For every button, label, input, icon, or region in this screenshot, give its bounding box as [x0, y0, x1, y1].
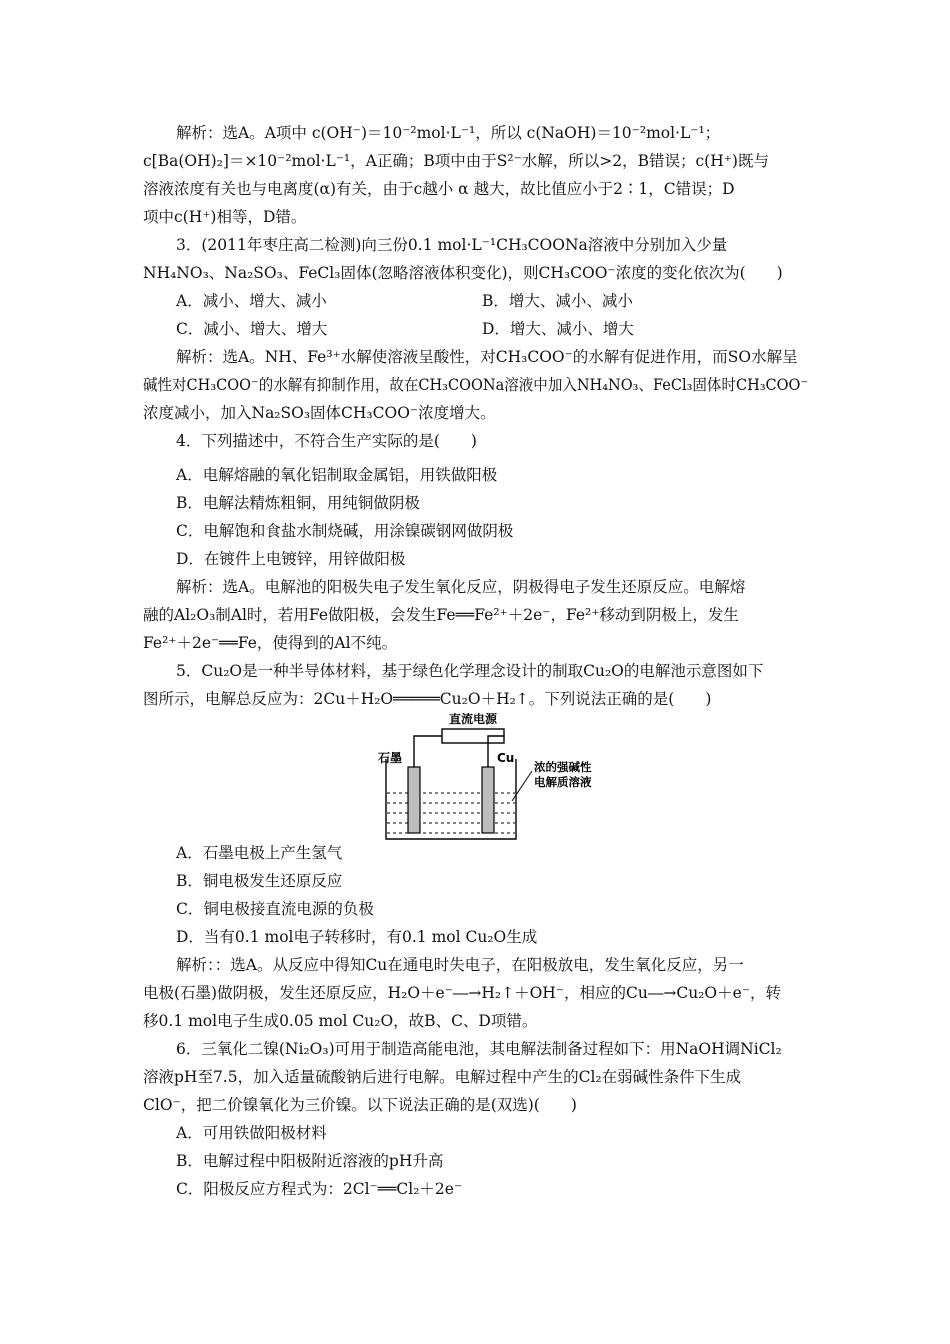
q6-option-a: A．可用铁做阳极材料	[176, 1124, 327, 1142]
graphite-label: 石墨	[378, 751, 403, 765]
q3-analysis-line-3: 浓度减小，加入Na₂SO₃固体CH₃COO⁻浓度增大。	[143, 404, 496, 422]
q5-option-b: B．铜电极发生还原反应	[176, 872, 343, 890]
q4-analysis-line-1: 解析：选A。电解池的阳极失电子发生氧化反应，阴极得电子发生还原反应。电解熔	[176, 578, 746, 596]
q6-stem-line-2: 溶液pH至7.5，加入适量硫酸钠后进行电解。电解过程中产生的Cl₂在弱碱性条件下生成	[143, 1068, 742, 1086]
q3-stem-line-1: 3．(2011年枣庄高二检测)向三份0.1 mol·L⁻¹CH₃COONa溶液中分别加入少量	[176, 236, 728, 254]
q4-option-b: B．电解法精炼粗铜，用纯铜做阴极	[176, 494, 420, 512]
power-source-label: 直流电源	[448, 713, 498, 726]
solution-label-1: 浓的强碱性	[534, 760, 592, 774]
q6-stem-line-3: ClO⁻，把二价镍氧化为三价镍。以下说法正确的是(双选)( )	[143, 1096, 577, 1114]
electrolysis-diagram	[376, 713, 616, 845]
q5-option-d: D．当有0.1 mol电子转移时，有0.1 mol Cu₂O生成	[176, 928, 538, 946]
q2-analysis-line-4: 项中c(H⁺)相等，D错。	[143, 208, 307, 226]
solution-pointer	[512, 771, 532, 801]
q5-stem-line-1: 5．Cu₂O是一种半导体材料，基于绿色化学理念设计的制取Cu₂O的电解池示意图如下	[176, 662, 764, 680]
q6-stem-line-1: 6．三氧化二镍(Ni₂O₃)可用于制造高能电池，其电解法制备过程如下：用NaOH调NiCl₂	[176, 1040, 782, 1058]
q5-stem-line-2: 图所示，电解总反应为：2Cu＋H₂O═════Cu₂O＋H₂↑。下列说法正确的是( )	[143, 690, 712, 708]
q2-analysis-line-2: c[Ba(OH)₂]＝×10⁻²mol·L⁻¹，A正确；B项中由于S²⁻水解，所以>2，B错误；c(H⁺)既与	[143, 152, 769, 170]
q6-option-c: C．阳极反应方程式为：2Cl⁻══Cl₂＋2e⁻	[176, 1180, 463, 1198]
q4-stem: 4．下列描述中，不符合生产实际的是( )	[176, 432, 477, 450]
solution-label-2: 电解质溶液	[534, 775, 592, 789]
q2-analysis-line-3: 溶液浓度有关也与电离度(α)有关，由于c越小 α 越大，故比值应小于2∶1，C错误；D	[143, 180, 735, 198]
q4-option-d: D．在镀件上电镀锌，用锌做阳极	[176, 550, 406, 568]
electrolyte-solution	[387, 793, 515, 833]
copper-electrode	[482, 767, 494, 833]
graphite-electrode	[408, 767, 420, 833]
q3-option-d: D．增大、减小、增大	[482, 320, 634, 338]
q5-analysis-line-3: 移0.1 mol电子生成0.05 mol Cu₂O，故B、C、D项错。	[143, 1012, 538, 1030]
copper-label: Cu	[497, 751, 515, 765]
q5-analysis-line-2: 电极(石墨)做阴极，发生还原反应，H₂O＋e⁻―→H₂↑＋OH⁻，相应的Cu―→Cu₂O＋e⁻，转	[143, 984, 781, 1002]
q3-option-b: B．增大、减小、减小	[482, 292, 633, 310]
q2-analysis-line-1: 解析：选A。A项中 c(OH⁻)＝10⁻²mol·L⁻¹，所以 c(NaOH)＝10⁻²mol·L⁻¹；	[176, 124, 721, 142]
q3-analysis-line-2: 碱性对CH₃COO⁻的水解有抑制作用，故在CH₃COONa溶液中加入NH₄NO₃、FeCl₃固体时CH₃COO⁻	[143, 376, 809, 394]
beaker	[386, 759, 516, 839]
q3-option-a: A．减小、增大、减小	[176, 292, 327, 310]
q5-option-a: A．石墨电极上产生氢气	[176, 844, 343, 862]
q3-stem-line-2: NH₄NO₃、Na₂SO₃、FeCl₃固体(忽略溶液体积变化)，则CH₃COO⁻浓度的变化依次为( )	[143, 264, 783, 282]
q6-option-b: B．电解过程中阳极附近溶液的pH升高	[176, 1152, 444, 1170]
q4-option-a: A．电解熔融的氧化铝制取金属铝，用铁做阳极	[176, 466, 498, 484]
q3-option-c: C．减小、增大、增大	[176, 320, 328, 338]
q4-analysis-line-3: Fe²⁺＋2e⁻══Fe，使得到的Al不纯。	[143, 634, 398, 652]
q4-option-c: C．电解饱和食盐水制烧碱，用涂镍碳钢网做阴极	[176, 522, 514, 540]
q3-analysis-line-1: 解析：选A。NH、Fe³⁺水解使溶液呈酸性，对CH₃COO⁻的水解有促进作用，而SO水解呈	[176, 348, 798, 366]
q5-analysis-line-1: 解析：：选A。从反应中得知Cu在通电时失电子，在阳极放电，发生氧化反应，另一	[176, 956, 744, 974]
q4-analysis-line-2: 融的Al₂O₃制Al时，若用Fe做阳极，会发生Fe══Fe²⁺＋2e⁻，Fe²⁺移动到阴极上，发生	[143, 606, 739, 624]
q5-option-c: C．铜电极接直流电源的负极	[176, 900, 374, 918]
